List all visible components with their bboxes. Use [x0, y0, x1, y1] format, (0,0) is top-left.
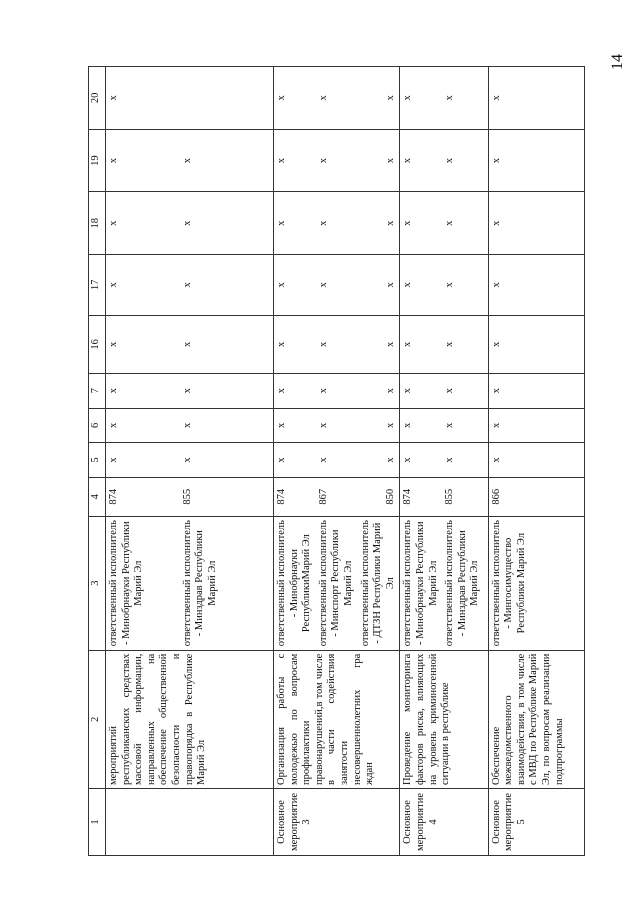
activity-description: Организация работы с молодежью по вопросам профилактики правонарушений,в том числе в части содействия занятости несовершеннолетних гра ждан	[274, 650, 400, 788]
mark-cell: x	[274, 129, 316, 192]
table-row	[106, 67, 180, 856]
mark-cell: x	[106, 374, 180, 409]
mark-cell: x	[488, 315, 584, 373]
mark-cell: x	[358, 443, 400, 478]
activity-description: Обеспечение межведомственного взаимодействия, в том числе с МВД по Республике Марий Эл, по вопросам реализации подпрограммы	[488, 650, 584, 788]
mark-cell: x	[106, 315, 180, 373]
activity-number	[106, 789, 274, 856]
mark-cell: x	[358, 67, 400, 130]
mark-cell: x	[488, 192, 584, 255]
header-cell: 1	[89, 789, 106, 856]
header-cell: 20	[89, 67, 106, 130]
executor: ответственный исполнитель - Минспорт Республики Марий Эл	[316, 516, 358, 650]
rotated-page-content	[88, 66, 585, 856]
mark-cell: x	[180, 408, 274, 443]
mark-cell: x	[442, 67, 488, 130]
mark-cell: x	[488, 408, 584, 443]
mark-cell: x	[316, 315, 358, 373]
mark-cell: x	[274, 408, 316, 443]
mark-cell: x	[442, 443, 488, 478]
mark-cell: x	[400, 129, 442, 192]
mark-cell: x	[400, 67, 442, 130]
mark-cell: x	[442, 192, 488, 255]
mark-cell: x	[180, 192, 274, 255]
mark-cell: x	[316, 67, 358, 130]
activity-description: Проведение мониторинга факторов риска, влияющих на уровень криминогенной ситуации в республике	[400, 650, 488, 788]
mark-cell: x	[400, 408, 442, 443]
mark-cell: x	[180, 315, 274, 373]
code: 866	[488, 477, 584, 516]
executor: ответственный исполнитель - Минздрав Республики Марий Эл	[180, 516, 274, 650]
mark-cell: x	[274, 374, 316, 409]
mark-cell: x	[488, 67, 584, 130]
program-activities-table	[88, 66, 585, 856]
activity-number: Основное мероприятие 4	[400, 789, 488, 856]
mark-cell: x	[316, 129, 358, 192]
mark-cell: x	[358, 408, 400, 443]
mark-cell: x	[488, 129, 584, 192]
mark-cell: x	[316, 443, 358, 478]
activity-number: Основное мероприятие 5	[488, 789, 584, 856]
mark-cell: x	[316, 192, 358, 255]
mark-cell: x	[442, 315, 488, 373]
executor: ответственный исполнитель - Минобрнауки Республики Марий Эл	[106, 516, 180, 650]
table-row	[274, 67, 316, 856]
activity-number: Основное мероприятие 3	[274, 789, 400, 856]
mark-cell: x	[106, 129, 180, 192]
mark-cell: x	[400, 255, 442, 316]
mark-cell: x	[274, 315, 316, 373]
header-cell: 4	[89, 477, 106, 516]
mark-cell: x	[274, 192, 316, 255]
mark-cell: x	[358, 374, 400, 409]
mark-cell: x	[316, 255, 358, 316]
mark-cell: x	[400, 443, 442, 478]
header-cell: 2	[89, 650, 106, 788]
executor: ответственный исполнитель - ДТЗН Республики Марий Эл	[358, 516, 400, 650]
mark-cell: x	[442, 408, 488, 443]
header-cell: 6	[89, 408, 106, 443]
page-number: 14	[609, 54, 626, 70]
code: 855	[180, 477, 274, 516]
mark-cell: x	[488, 374, 584, 409]
mark-cell: x	[442, 255, 488, 316]
code: 867	[316, 477, 358, 516]
header-cell: 16	[89, 315, 106, 373]
mark-cell: x	[316, 374, 358, 409]
header-cell: 5	[89, 443, 106, 478]
table-row	[488, 67, 584, 856]
mark-cell: x	[106, 443, 180, 478]
mark-cell: x	[400, 192, 442, 255]
mark-cell: x	[180, 374, 274, 409]
header-cell: 17	[89, 255, 106, 316]
mark-cell: x	[358, 315, 400, 373]
mark-cell: x	[400, 374, 442, 409]
executor: ответственный исполнитель - Минобрнауки РеспубликиМарий Эл	[274, 516, 316, 650]
mark-cell	[180, 67, 274, 130]
mark-cell: x	[358, 192, 400, 255]
mark-cell: x	[274, 255, 316, 316]
mark-cell: x	[180, 443, 274, 478]
mark-cell: x	[106, 255, 180, 316]
activity-description: мероприятий республиканских средствах массовой информации, направленных на обеспечение общественной безопасности и правопорядка в Республике Марий Эл	[106, 650, 274, 788]
mark-cell: x	[488, 255, 584, 316]
code: 855	[442, 477, 488, 516]
header-cell: 3	[89, 516, 106, 650]
mark-cell: x	[400, 315, 442, 373]
code: 850	[358, 477, 400, 516]
code: 874	[106, 477, 180, 516]
mark-cell: x	[274, 443, 316, 478]
mark-cell: x	[442, 129, 488, 192]
mark-cell: x	[106, 192, 180, 255]
code: 874	[274, 477, 316, 516]
executor: ответственный исполнитель - Мингосимущество Республики Марий Эл	[488, 516, 584, 650]
executor: ответственный исполнитель - Минобрнауки Республики Марий Эл	[400, 516, 442, 650]
table-row	[400, 67, 442, 856]
table-header-row	[89, 67, 106, 856]
header-cell: 18	[89, 192, 106, 255]
mark-cell: x	[106, 408, 180, 443]
mark-cell: x	[488, 443, 584, 478]
mark-cell: x	[316, 408, 358, 443]
mark-cell: x	[358, 255, 400, 316]
mark-cell: x	[274, 67, 316, 130]
mark-cell: x	[180, 255, 274, 316]
mark-cell: x	[358, 129, 400, 192]
mark-cell: x	[442, 374, 488, 409]
executor: ответственный исполнитель - Минздрав Республики Марий Эл	[442, 516, 488, 650]
mark-cell: x	[106, 67, 180, 130]
header-cell: 7	[89, 374, 106, 409]
mark-cell: x	[180, 129, 274, 192]
header-cell: 19	[89, 129, 106, 192]
code: 874	[400, 477, 442, 516]
